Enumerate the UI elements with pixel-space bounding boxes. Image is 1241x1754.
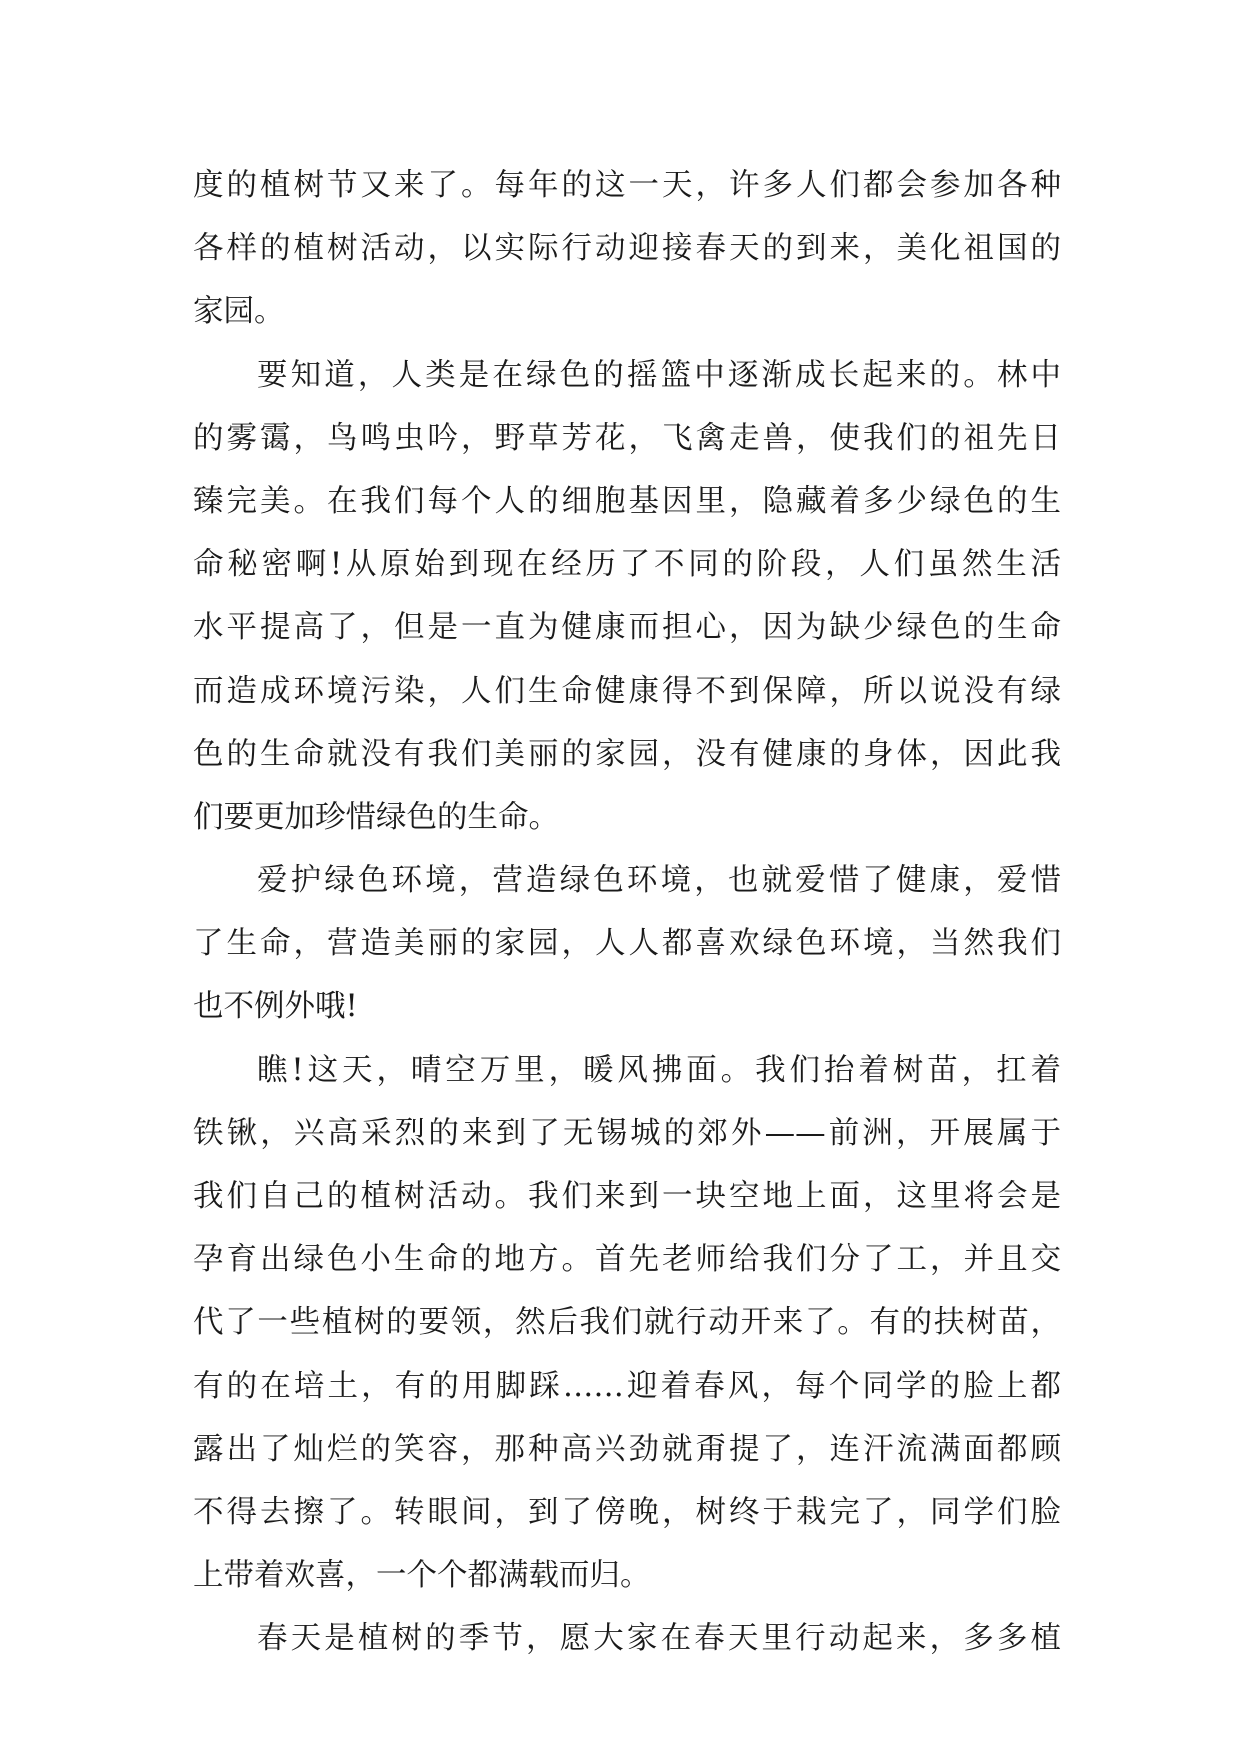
text-line: 爱护绿色环境，营造绿色环境，也就爱惜了健康，爱惜 <box>257 863 1061 899</box>
text-line: 春天是植树的季节，愿大家在春天里行动起来，多多植 <box>257 1621 1061 1657</box>
text-line: 露出了灿烂的笑容，那种高兴劲就甭提了，连汗流满面都顾 <box>193 1431 1061 1467</box>
text-line: 也不例外哦! <box>193 989 358 1025</box>
text-line: 而造成环境污染，人们生命健康得不到保障，所以说没有绿 <box>193 673 1061 709</box>
text-line: 各样的植树活动，以实际行动迎接春天的到来，美化祖国的 <box>193 231 1061 267</box>
text-line: 度的植树节又来了。每年的这一天，许多人们都会参加各种 <box>193 168 1061 203</box>
paragraph-2 <box>193 344 1061 850</box>
text-line: 命秘密啊!从原始到现在经历了不同的阶段，人们虽然生活 <box>193 547 1061 583</box>
text-line: 色的生命就没有我们美丽的家园，没有健康的身体，因此我 <box>193 736 1061 772</box>
text-line: 上带着欢喜，一个个都满载而归。 <box>193 1558 651 1594</box>
text-line: 臻完美。在我们每个人的细胞基因里，隐藏着多少绿色的生 <box>193 483 1061 519</box>
text-line: 的雾霭，鸟鸣虫吟，野草芳花，飞禽走兽，使我们的祖先日 <box>193 420 1061 456</box>
text-line: 要知道，人类是在绿色的摇篮中逐渐成长起来的。林中 <box>257 357 1061 393</box>
text-line: 水平提高了，但是一直为健康而担心，因为缺少绿色的生命 <box>193 610 1061 646</box>
text-line: 铁锹，兴高采烈的来到了无锡城的郊外——前洲，开展属于 <box>193 1115 1061 1151</box>
text-line: 代了一些植树的要领，然后我们就行动开来了。有的扶树苗， <box>193 1305 1061 1341</box>
document-body <box>193 154 1061 1671</box>
paragraph-4 <box>193 1039 1061 1608</box>
text-line: 孕育出绿色小生命的地方。首先老师给我们分了工，并且交 <box>193 1242 1061 1278</box>
text-line: 们要更加珍惜绿色的生命。 <box>193 799 559 835</box>
paragraph-5 <box>193 1607 1061 1670</box>
text-line: 有的在培土，有的用脚踩……迎着春风，每个同学的脸上都 <box>193 1368 1061 1404</box>
text-line: 家园。 <box>193 294 285 330</box>
text-line: 瞧!这天，晴空万里，暖风拂面。我们抬着树苗，扛着 <box>257 1052 1061 1088</box>
text-line: 不得去擦了。转眼间，到了傍晚，树终于栽完了，同学们脸 <box>193 1494 1061 1530</box>
paragraph-1 <box>193 154 1061 344</box>
paragraph-3 <box>193 849 1061 1039</box>
text-line: 我们自己的植树活动。我们来到一块空地上面，这里将会是 <box>193 1179 1061 1214</box>
text-line: 了生命，营造美丽的家园，人人都喜欢绿色环境，当然我们 <box>193 926 1061 962</box>
